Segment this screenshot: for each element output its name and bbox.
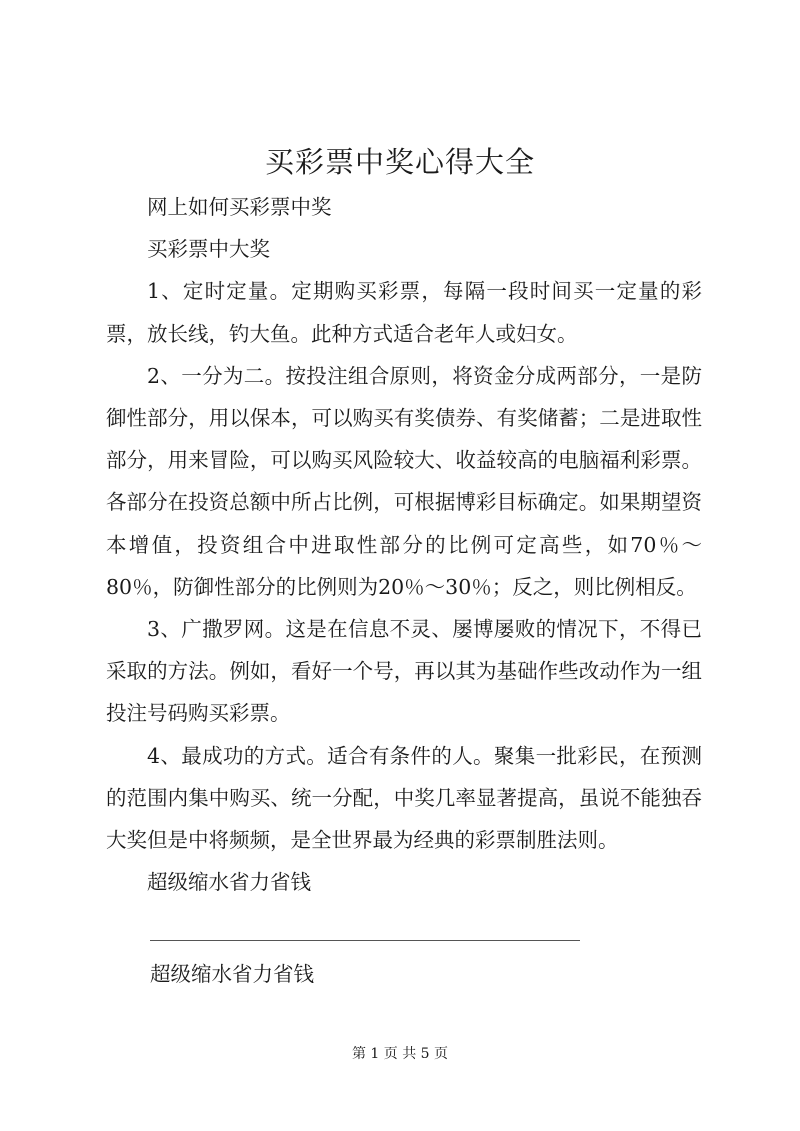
paragraph-subheading-2: 买彩票中大奖 — [147, 237, 270, 262]
paragraph-item-1: 1、定时定量。定期购买彩票，每隔一段时间买一定量的彩票，放长线，钓大鱼。此种方式适合老年人或妇女。 — [106, 279, 702, 346]
document-title: 买彩票中奖心得大全 — [264, 145, 535, 179]
paragraph-after-rule: 超级缩水省力省钱 — [150, 962, 314, 986]
paragraph-item-2: 2、一分为二。按投注组合原则，将资金分成两部分，一是防御性部分，用以保本，可以购买有奖债券、有奖储蓄；二是进取性部分，用来冒险，可以购买风险较大、收益较高的电脑福利彩票。各部分在投资总额中所占比例，可根据博彩目标确定。如果期望资本增值，投资组合中进取性部分的比例可定高些，如70％～80％，防御性部分的比例则为20％～30％；反之，则比例相反。 — [106, 363, 702, 599]
page-footer: 第 1 页 共 5 页 — [351, 1046, 449, 1062]
paragraph-item-4: 4、最成功的方式。适合有条件的人。聚集一批彩民，在预测的范围内集中购买、统一分配，中奖几率显著提高，虽说不能独吞大奖但是中将频频，是全世界最为经典的彩票制胜法则。 — [106, 743, 702, 853]
paragraph-closing: 超级缩水省力省钱 — [147, 870, 311, 895]
paragraph-item-3: 3、广撒罗网。这是在信息不灵、屡博屡败的情况下，不得已采取的方法。例如，看好一个号，再以其为基础作些改动作为一组投注号码购买彩票。 — [106, 617, 702, 726]
document-body — [106, 186, 702, 903]
paragraph-subheading-1: 网上如何买彩票中奖 — [147, 195, 332, 219]
horizontal-rule — [150, 940, 580, 941]
